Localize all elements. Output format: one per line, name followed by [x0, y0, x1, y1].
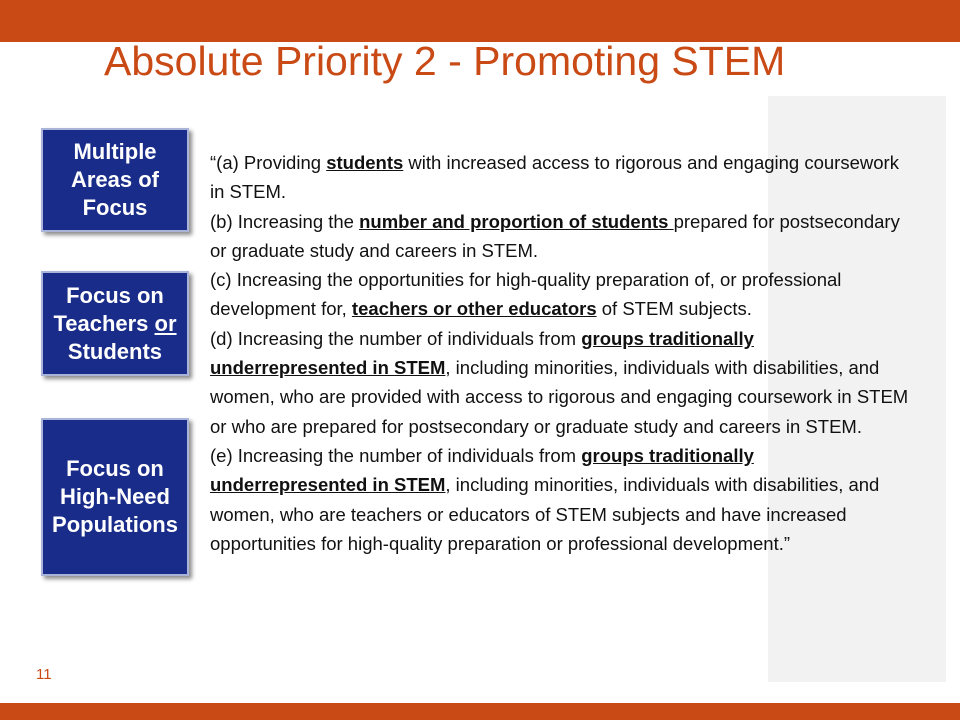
item-b	[210, 207, 910, 266]
focus-box-line: Focus on	[66, 456, 164, 481]
text: prepared for postsecondary or graduate study and careers in STEM.	[210, 210, 900, 261]
text: “(a) Providing	[210, 152, 327, 173]
focus-box-line: Focus on	[66, 282, 164, 308]
text: , including minorities, individuals with disabilities, and women, who are provided with access to rigorous and engaging coursework in STEM or who are prepared for postsecondary or graduate study and careers in STEM.	[210, 357, 909, 437]
item-d	[210, 324, 910, 441]
item-c	[210, 265, 910, 324]
focus-box-line: High-Need	[59, 484, 170, 509]
emphasis: teachers or other educators	[351, 298, 597, 320]
footer-bar	[0, 703, 960, 720]
emphasis: students	[326, 152, 404, 173]
emphasis: number and proportion of students	[359, 210, 674, 232]
slide-title: Absolute Priority 2 - Promoting STEM	[104, 38, 786, 84]
text: , including minorities, individuals with disabilities, and women, who are teachers or educators of STEM subjects and have increased opportunities for high-quality preparation or professional development.”	[210, 474, 880, 554]
text: with increased access to rigorous and engaging coursework in STEM.	[210, 152, 899, 203]
focus-box-line: Focus	[82, 195, 148, 220]
emphasis: groups traditionally underrepresented in STEM	[210, 444, 754, 496]
item-a	[210, 148, 910, 207]
text: (e) Increasing the number of individuals from	[210, 444, 582, 466]
focus-box-emphasis: or	[154, 310, 177, 336]
focus-box-teachers-students	[41, 271, 189, 376]
text: (c) Increasing the opportunities for high-quality preparation of, or professional development for,	[210, 269, 842, 320]
focus-box-multiple-areas	[41, 128, 189, 232]
item-e	[210, 441, 910, 558]
focus-box-high-need	[41, 418, 189, 576]
focus-box-line: Students	[67, 338, 163, 364]
text: (d) Increasing the number of individuals from	[210, 327, 582, 349]
text: (b) Increasing the	[210, 210, 360, 232]
focus-box-line: Areas of	[70, 167, 160, 192]
page-number: 11	[36, 666, 52, 683]
priority-text	[210, 148, 910, 558]
focus-box-line: Multiple	[73, 139, 157, 164]
focus-box-line: Populations	[52, 512, 178, 537]
emphasis: groups traditionally underrepresented in STEM	[210, 327, 754, 379]
text: of STEM subjects.	[596, 298, 752, 320]
focus-box-line: Teachers	[53, 310, 155, 336]
